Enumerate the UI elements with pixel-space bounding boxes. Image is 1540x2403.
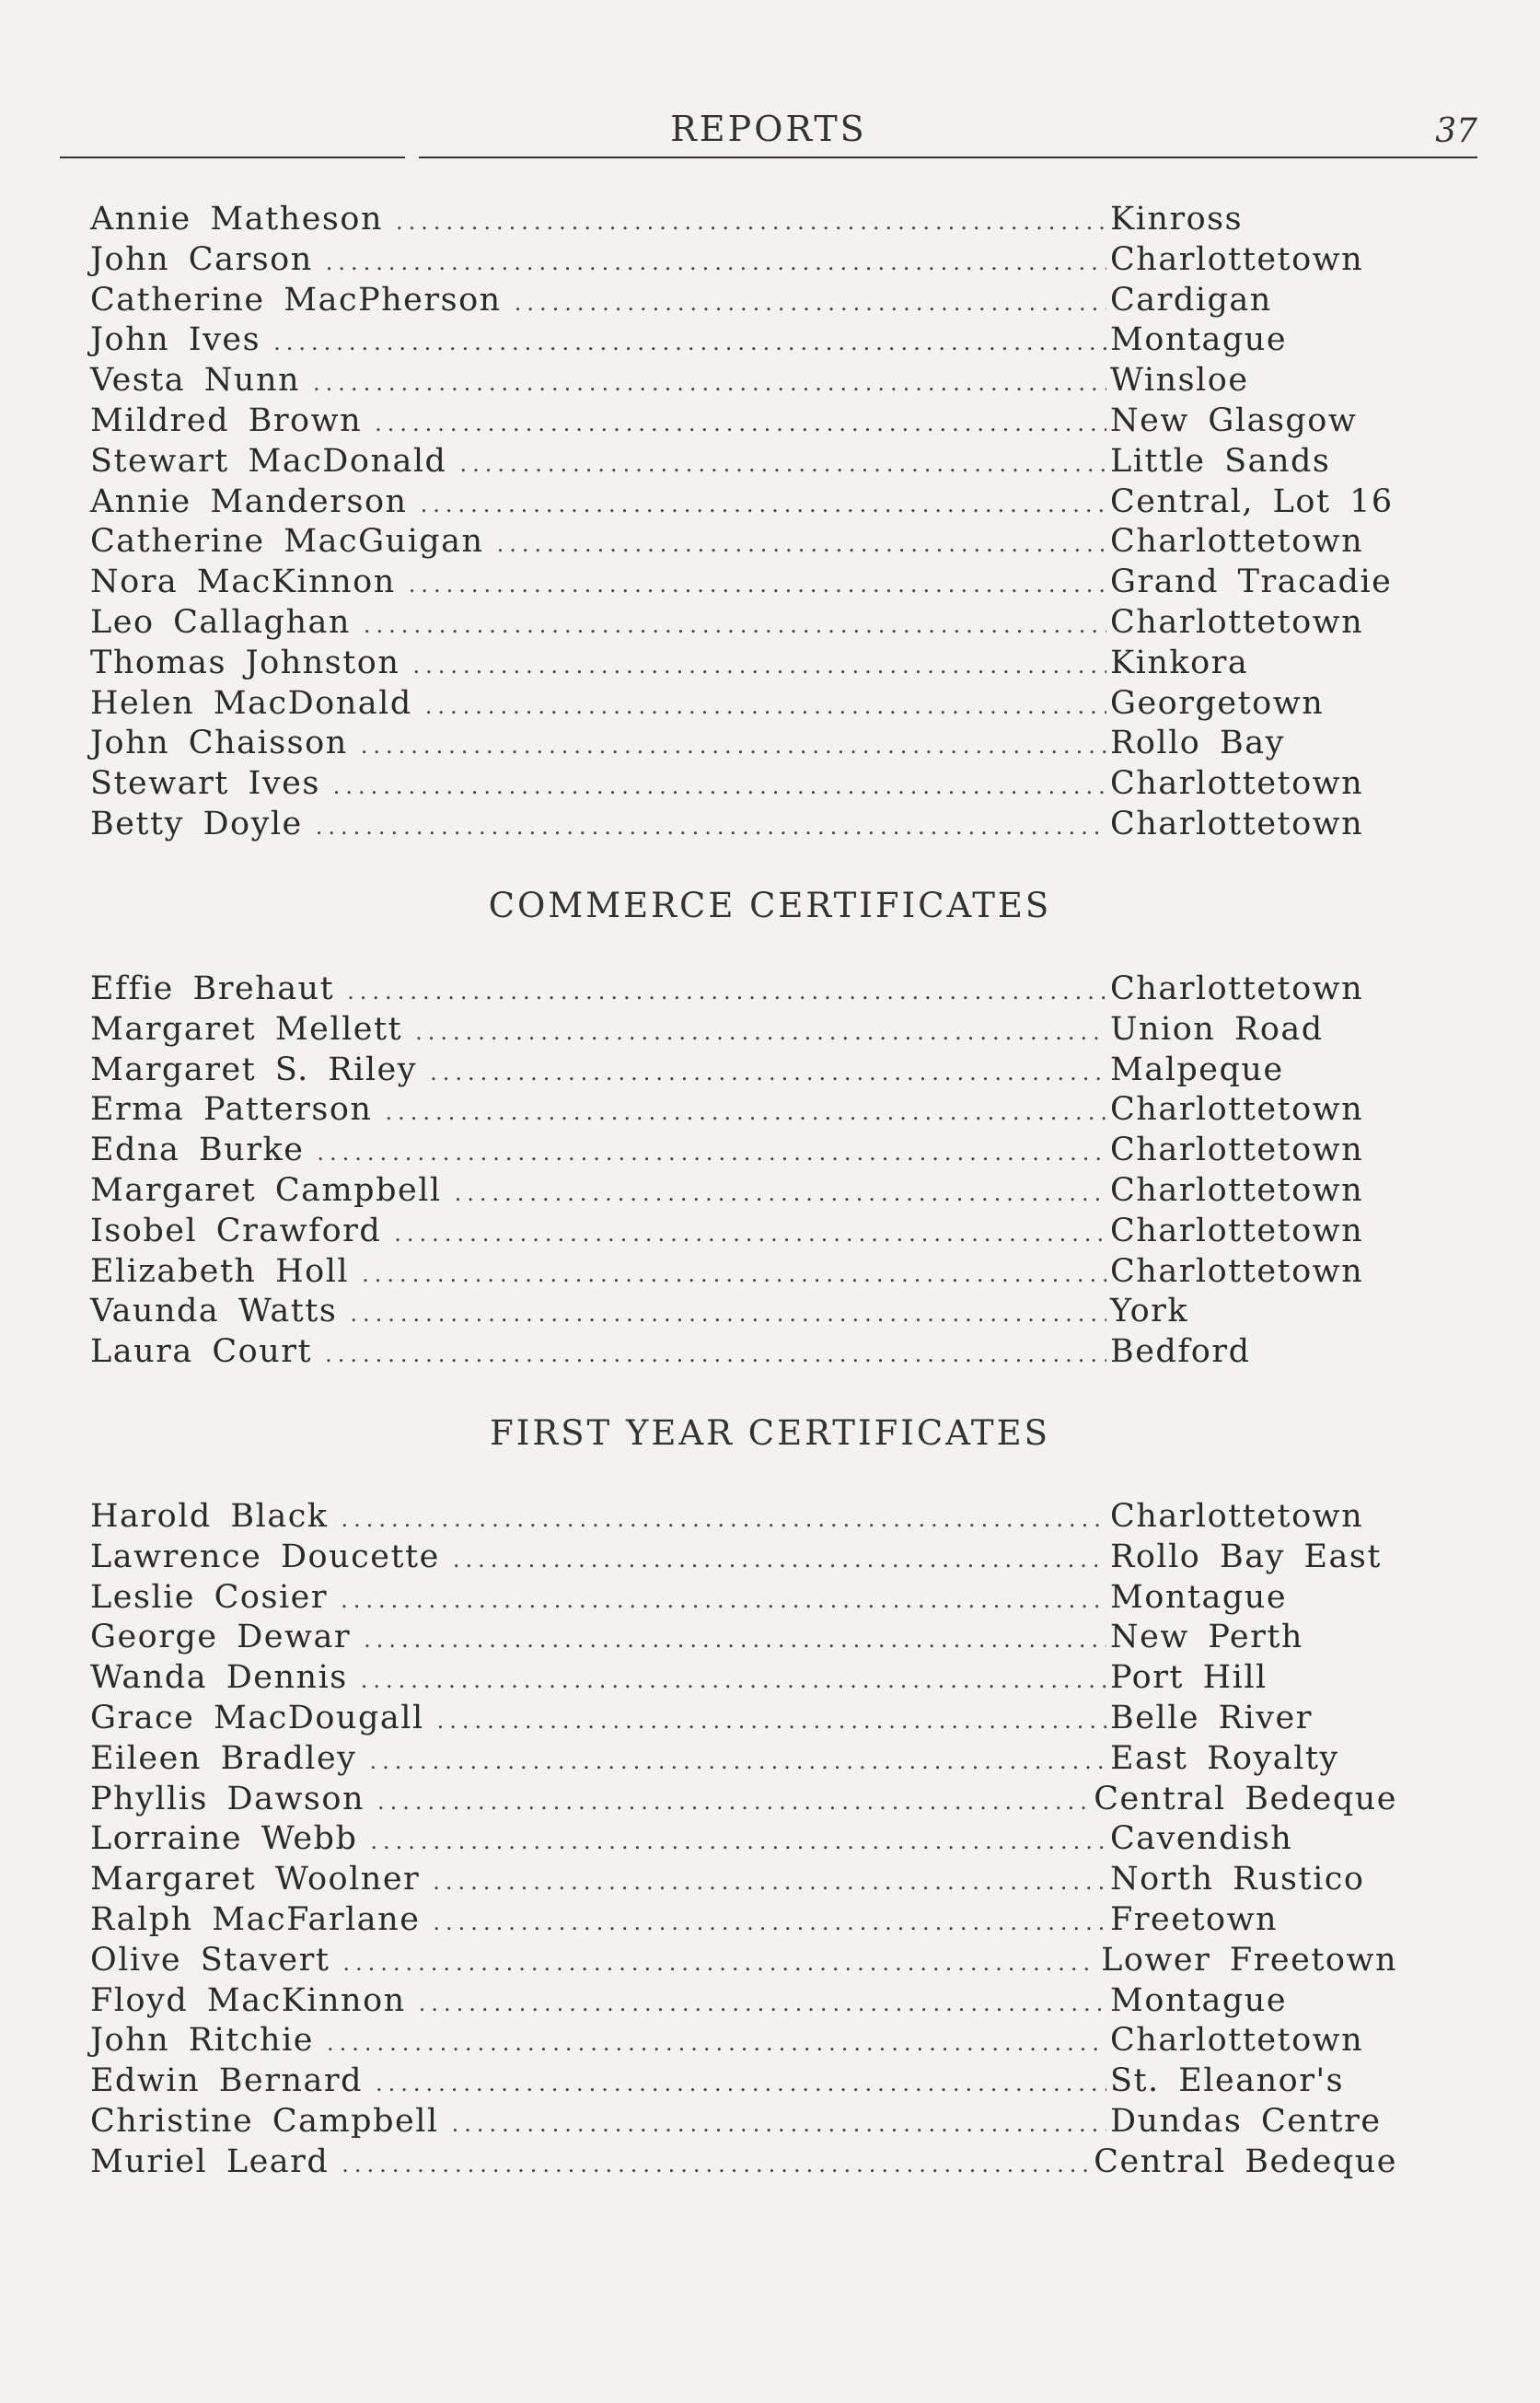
dot-leader bbox=[377, 1782, 1090, 1823]
student-name: Grace MacDougall bbox=[90, 1699, 424, 1736]
student-place: Charlottetown bbox=[1110, 1132, 1364, 1169]
list-item bbox=[90, 1171, 1397, 1212]
list-item bbox=[90, 1860, 1397, 1900]
dot-leader bbox=[396, 203, 1106, 243]
student-place: Cavendish bbox=[1110, 1820, 1293, 1858]
list-item bbox=[90, 1131, 1397, 1171]
running-title: REPORTS bbox=[670, 109, 867, 149]
student-name: John Ives bbox=[90, 321, 261, 359]
student-place: St. Eleanor's bbox=[1110, 2062, 1345, 2100]
student-name: Lorraine Webb bbox=[90, 1820, 358, 1858]
list-item bbox=[90, 764, 1397, 805]
student-name: George Dewar bbox=[90, 1619, 352, 1656]
list-item bbox=[90, 1941, 1397, 1981]
dot-leader bbox=[385, 1093, 1106, 1133]
list-item bbox=[90, 1578, 1397, 1619]
dot-leader bbox=[437, 1701, 1106, 1742]
student-place: Winsloe bbox=[1110, 362, 1249, 400]
dot-leader bbox=[364, 1620, 1106, 1661]
student-name: Wanda Dennis bbox=[90, 1659, 348, 1697]
student-name: John Carson bbox=[90, 240, 313, 278]
dot-leader bbox=[361, 1661, 1106, 1701]
student-place: Port Hill bbox=[1110, 1659, 1268, 1697]
student-name: Annie Matheson bbox=[90, 201, 383, 238]
student-place: Malpeque bbox=[1110, 1051, 1284, 1088]
list-item bbox=[90, 2142, 1397, 2183]
dot-leader bbox=[433, 1863, 1106, 1903]
student-name: Eileen Bradley bbox=[90, 1739, 357, 1777]
student-name: Stewart MacDonald bbox=[90, 442, 447, 480]
dot-leader bbox=[341, 1581, 1106, 1621]
dot-leader bbox=[430, 1053, 1106, 1094]
student-place: New Glasgow bbox=[1110, 401, 1358, 439]
student-name: Betty Doyle bbox=[90, 805, 303, 842]
student-name: Vesta Nunn bbox=[90, 362, 301, 400]
dot-leader bbox=[364, 606, 1106, 646]
student-name: Phyllis Dawson bbox=[90, 1780, 365, 1817]
dot-leader bbox=[421, 485, 1106, 526]
student-place: Freetown bbox=[1110, 1900, 1279, 1938]
list-item bbox=[90, 724, 1397, 764]
list-item bbox=[90, 1051, 1397, 1091]
student-place: New Perth bbox=[1110, 1619, 1303, 1656]
student-name: John Chaisson bbox=[90, 725, 348, 762]
student-name: Leslie Cosier bbox=[90, 1578, 329, 1616]
student-name: Christine Campbell bbox=[90, 2102, 439, 2140]
student-place: Kinross bbox=[1110, 201, 1244, 238]
page-number: 37 bbox=[1435, 112, 1477, 150]
student-name: Effie Brehaut bbox=[90, 970, 335, 1007]
dot-leader bbox=[452, 2105, 1106, 2145]
dot-leader bbox=[376, 2064, 1106, 2105]
list-commerce bbox=[90, 969, 1397, 1373]
student-name: Laura Court bbox=[90, 1333, 313, 1371]
student-place: North Rustico bbox=[1110, 1861, 1365, 1898]
student-name: Stewart Ives bbox=[90, 765, 320, 803]
student-name: Nora MacKinnon bbox=[90, 563, 396, 601]
dot-leader bbox=[453, 1540, 1106, 1581]
dot-leader bbox=[342, 1500, 1106, 1540]
dot-leader bbox=[361, 726, 1106, 767]
list-item bbox=[90, 240, 1397, 281]
student-place: Montague bbox=[1110, 321, 1288, 359]
student-name: Edna Burke bbox=[90, 1132, 305, 1169]
list-item bbox=[90, 1538, 1397, 1578]
dot-leader bbox=[326, 243, 1106, 284]
student-name: Thomas Johnston bbox=[90, 644, 400, 681]
dot-leader bbox=[362, 1255, 1106, 1295]
list-item bbox=[90, 1819, 1397, 1860]
dot-leader bbox=[317, 1133, 1106, 1174]
list-item bbox=[90, 2061, 1397, 2102]
dot-leader bbox=[433, 1903, 1106, 1944]
list-item bbox=[90, 1618, 1397, 1658]
student-name: Elizabeth Holl bbox=[90, 1252, 350, 1290]
dot-leader bbox=[342, 2145, 1090, 2186]
student-place: Charlottetown bbox=[1110, 805, 1364, 842]
dot-leader bbox=[515, 284, 1106, 324]
student-place: Georgetown bbox=[1110, 684, 1325, 722]
dot-leader bbox=[497, 525, 1106, 565]
student-name: Catherine MacPherson bbox=[90, 281, 502, 319]
student-name: Margaret Mellett bbox=[90, 1010, 403, 1048]
dot-leader bbox=[342, 1944, 1097, 1984]
student-name: Harold Black bbox=[90, 1498, 329, 1535]
dot-leader bbox=[273, 323, 1106, 364]
student-place: Rollo Bay bbox=[1110, 725, 1285, 762]
dot-leader bbox=[350, 1294, 1106, 1335]
student-place: Charlottetown bbox=[1110, 523, 1364, 561]
list-item bbox=[90, 603, 1397, 644]
student-place: Little Sands bbox=[1110, 442, 1331, 480]
student-place: Montague bbox=[1110, 1578, 1288, 1616]
student-place: York bbox=[1110, 1293, 1189, 1330]
student-name: Floyd MacKinnon bbox=[90, 1981, 406, 2019]
dot-leader bbox=[375, 404, 1106, 445]
list-item bbox=[90, 1292, 1397, 1332]
student-name: Annie Manderson bbox=[90, 482, 408, 520]
dot-leader bbox=[412, 646, 1106, 687]
list-item bbox=[90, 482, 1397, 523]
student-name: Lawrence Doucette bbox=[90, 1538, 440, 1575]
student-place: Charlottetown bbox=[1110, 1171, 1364, 1209]
dot-leader bbox=[313, 364, 1106, 404]
list-item bbox=[90, 805, 1397, 845]
list-item bbox=[90, 1658, 1397, 1699]
student-name: Edwin Bernard bbox=[90, 2062, 363, 2100]
dot-leader bbox=[333, 767, 1106, 807]
student-name: Catherine MacGuigan bbox=[90, 523, 484, 561]
student-name: Margaret S. Riley bbox=[90, 1051, 418, 1088]
dot-leader bbox=[415, 1013, 1106, 1053]
student-name: Ralph MacFarlane bbox=[90, 1900, 421, 1938]
student-place: Charlottetown bbox=[1110, 1091, 1364, 1129]
page-header bbox=[60, 109, 1477, 164]
student-name: Muriel Leard bbox=[90, 2142, 330, 2180]
student-place: Lower Freetown bbox=[1101, 1941, 1397, 1979]
list-item bbox=[90, 969, 1397, 1010]
list-item bbox=[90, 401, 1397, 442]
student-place: Dundas Centre bbox=[1110, 2102, 1382, 2140]
list-item bbox=[90, 320, 1397, 361]
student-place: Kinkora bbox=[1110, 644, 1249, 681]
list-item bbox=[90, 1212, 1397, 1252]
dot-leader bbox=[409, 565, 1106, 606]
dot-leader bbox=[370, 1822, 1106, 1863]
student-place: Charlottetown bbox=[1110, 765, 1364, 803]
list-item bbox=[90, 2102, 1397, 2142]
list-item bbox=[90, 1497, 1397, 1538]
list-item bbox=[90, 1699, 1397, 1739]
list-item bbox=[90, 1332, 1397, 1373]
student-place: Rollo Bay East bbox=[1110, 1538, 1382, 1575]
student-place: Cardigan bbox=[1110, 281, 1272, 319]
list-item bbox=[90, 281, 1397, 321]
student-place: Charlottetown bbox=[1110, 1212, 1364, 1249]
student-place: Central Bedeque bbox=[1094, 1780, 1397, 1817]
list-item bbox=[90, 684, 1397, 725]
list-item bbox=[90, 522, 1397, 563]
section-title-first-year: FIRST YEAR CERTIFICATES bbox=[490, 1413, 1050, 1453]
section-title-commerce: COMMERCE CERTIFICATES bbox=[488, 886, 1052, 925]
student-place: Bedford bbox=[1110, 1333, 1251, 1371]
dot-leader bbox=[369, 1742, 1106, 1782]
list-first-year bbox=[90, 1497, 1397, 2183]
list-item bbox=[90, 563, 1397, 603]
student-name: Isobel Crawford bbox=[90, 1212, 382, 1249]
student-place: Central, Lot 16 bbox=[1110, 482, 1394, 520]
student-name: Leo Callaghan bbox=[90, 603, 351, 641]
student-name: Margaret Woolner bbox=[90, 1861, 421, 1898]
list-item bbox=[90, 442, 1397, 482]
list-item bbox=[90, 1900, 1397, 1941]
student-place: Grand Tracadie bbox=[1110, 563, 1393, 601]
student-name: Erma Patterson bbox=[90, 1091, 373, 1129]
dot-leader bbox=[316, 807, 1106, 848]
student-place: Charlottetown bbox=[1110, 1498, 1364, 1535]
student-name: Helen MacDonald bbox=[90, 684, 412, 722]
dot-leader bbox=[394, 1214, 1106, 1255]
student-name: Mildred Brown bbox=[90, 401, 363, 439]
student-place: Belle River bbox=[1110, 1699, 1313, 1736]
header-rule-left bbox=[60, 157, 405, 158]
student-place: Charlottetown bbox=[1110, 2022, 1364, 2060]
list-item bbox=[90, 1010, 1397, 1051]
student-name: Olive Stavert bbox=[90, 1941, 330, 1979]
list-item bbox=[90, 1090, 1397, 1131]
dot-leader bbox=[347, 972, 1106, 1013]
student-name: John Ritchie bbox=[90, 2022, 314, 2060]
student-place: Central Bedeque bbox=[1094, 2142, 1397, 2180]
dot-leader bbox=[325, 1335, 1106, 1376]
list-item bbox=[90, 2021, 1397, 2061]
dot-leader bbox=[455, 1174, 1106, 1214]
student-place: Union Road bbox=[1110, 1010, 1324, 1048]
dot-leader bbox=[419, 1984, 1106, 2025]
list-section-1 bbox=[90, 200, 1397, 845]
student-place: East Royalty bbox=[1110, 1739, 1339, 1777]
list-item bbox=[90, 200, 1397, 240]
list-item bbox=[90, 1780, 1397, 1820]
list-item bbox=[90, 644, 1397, 684]
student-place: Charlottetown bbox=[1110, 970, 1364, 1007]
list-item bbox=[90, 1252, 1397, 1293]
student-name: Margaret Campbell bbox=[90, 1171, 442, 1209]
list-item bbox=[90, 1739, 1397, 1780]
dot-leader bbox=[459, 445, 1106, 485]
student-name: Vaunda Watts bbox=[90, 1293, 338, 1330]
header-rule-right bbox=[419, 157, 1477, 158]
dot-leader bbox=[327, 2024, 1106, 2064]
student-place: Charlottetown bbox=[1110, 240, 1364, 278]
dot-leader bbox=[425, 687, 1106, 727]
student-place: Montague bbox=[1110, 1981, 1288, 2019]
student-place: Charlottetown bbox=[1110, 603, 1364, 641]
list-item bbox=[90, 361, 1397, 401]
student-place: Charlottetown bbox=[1110, 1252, 1364, 1290]
list-item bbox=[90, 1981, 1397, 2022]
